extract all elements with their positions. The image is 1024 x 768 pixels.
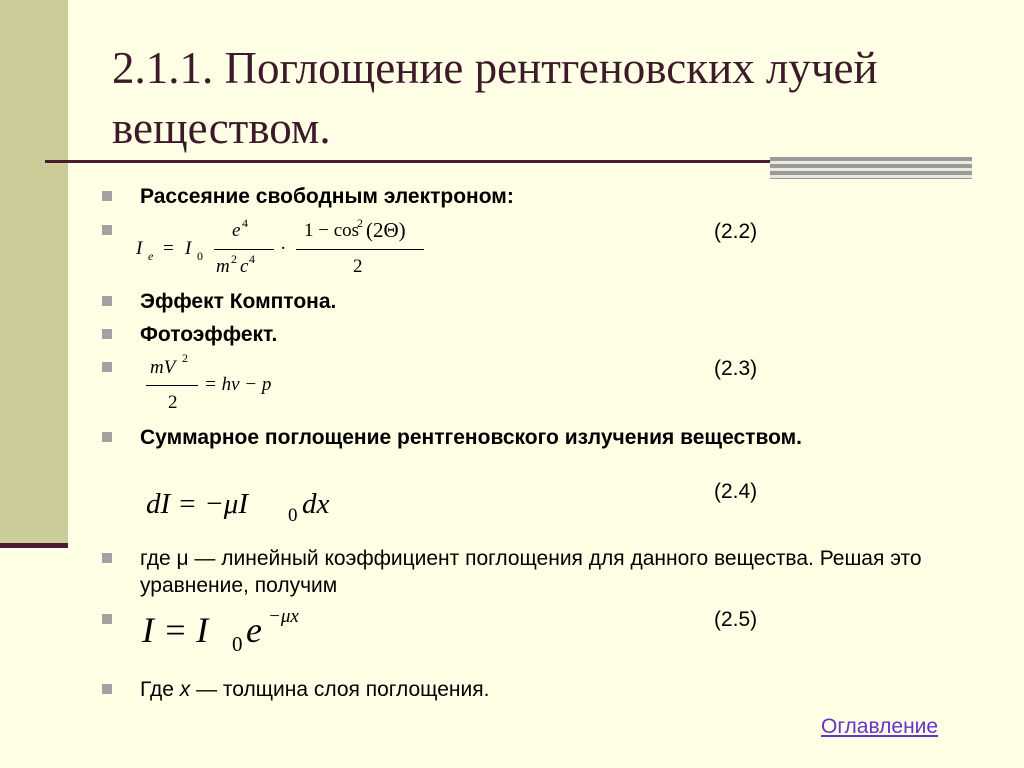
bullet-icon [102, 296, 112, 306]
formula-superscript: 2 [182, 351, 188, 365]
bullet-icon [102, 191, 112, 201]
formula-argument: (2Θ) [366, 218, 406, 242]
item-text: где μ — линейный коэффициент поглощения для данного вещества. Решая это уравнение, получим [140, 547, 922, 597]
formula-superscript: 4 [242, 216, 248, 230]
formula-expression: dx [302, 488, 330, 520]
left-decor-band [0, 0, 68, 545]
formula-denominator: m [216, 256, 230, 277]
bullet-icon [102, 362, 112, 372]
formula-rhs: = hν − p [204, 374, 272, 395]
formula-expression: e [246, 610, 262, 650]
fraction-bar [146, 385, 198, 386]
item-text-part: Где [140, 678, 180, 701]
item-text: Суммарное поглощение рентгеновского излучения веществом. [140, 426, 803, 449]
formula-expression: I = I [142, 610, 209, 650]
fraction-bar [296, 249, 424, 250]
item-text: Фотоэффект. [140, 323, 278, 346]
formula-subscript: e [148, 249, 154, 263]
formula-denominator: 2 [353, 256, 363, 277]
formula-dot: · [280, 238, 287, 259]
formula-superscript: −μx [268, 606, 299, 627]
item-text: Рассеяние свободным электроном: [140, 185, 514, 208]
formula-superscript: 2 [231, 252, 237, 266]
formula-2-4 [146, 488, 406, 528]
formula-denominator: 2 [168, 392, 178, 413]
bullet-icon [102, 225, 112, 235]
title-underline-grey-bars [770, 157, 972, 179]
fraction-bar [214, 249, 274, 250]
table-of-contents-link[interactable]: Оглавление [821, 715, 939, 738]
item-text: Эффект Комптона. [140, 290, 337, 313]
formula-row-2-4 [102, 478, 982, 528]
bullet-icon [102, 614, 112, 624]
item-text-variable: x [179, 678, 191, 701]
equation-number: (2.5) [714, 608, 758, 631]
slide-title: 2.1.1. Поглощение рентгеновских лучей веществом. [112, 43, 878, 153]
bullet-item-formula-2-5 [102, 606, 982, 666]
bullet-icon [102, 553, 112, 563]
title-underline [45, 160, 770, 163]
formula-2-5 [142, 606, 372, 666]
bullet-item-formula-2-3 [102, 351, 982, 421]
formula-subscript: 0 [232, 632, 243, 656]
formula-superscript: 4 [249, 252, 255, 266]
formula-symbol: I [185, 238, 192, 259]
formula-2-3 [146, 351, 366, 421]
equation-number: (2.3) [714, 357, 758, 380]
bullet-item-formula-2-2 [102, 218, 982, 284]
formula-denominator: c [240, 256, 249, 277]
formula-numerator: 1 − cos [304, 220, 360, 241]
formula-equals: = [163, 238, 174, 259]
formula-numerator: e [232, 220, 241, 241]
formula-superscript: 2 [357, 216, 363, 230]
item-text-part: — толщина слоя поглощения. [190, 678, 490, 701]
formula-expression: dI = −μI [146, 488, 249, 520]
equation-number: (2.4) [714, 480, 758, 503]
bullet-icon [102, 432, 112, 442]
formula-subscript: 0 [288, 505, 298, 526]
left-decor-rule [0, 543, 68, 548]
formula-symbol: I [136, 238, 143, 259]
formula-subscript: 0 [197, 249, 203, 263]
item-text [140, 676, 940, 703]
formula-2-2 [136, 218, 466, 284]
equation-number: (2.2) [714, 220, 758, 243]
bullet-icon [102, 684, 112, 694]
bullet-icon [102, 329, 112, 339]
formula-numerator: mV [150, 357, 176, 378]
